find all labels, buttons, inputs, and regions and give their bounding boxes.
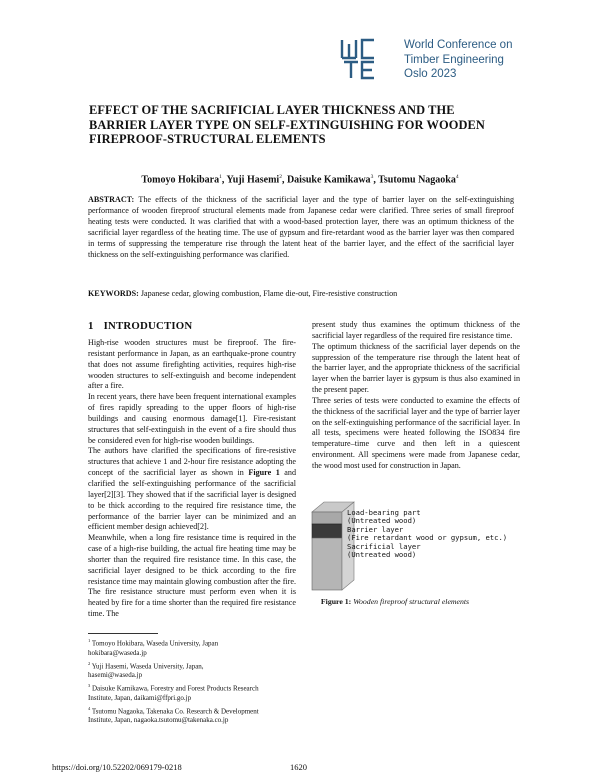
section-title: INTRODUCTION <box>103 320 193 332</box>
wcte-logo <box>340 36 410 80</box>
keywords-label: KEYWORDS: <box>88 289 139 298</box>
figure-label-text: Load-bearing part <box>347 508 421 517</box>
paragraph: In recent years, there have been frequent international examples of fires rapidly spreading to the upper floors of high-rise buildings and causing enormous damage[1]. Fire-resistant structures that self-extinguish in the event of a fire should thus be considered even for high-rise wooden buildings. <box>88 392 296 445</box>
figure-reference[interactable]: Figure 1 <box>248 468 280 478</box>
figure-caption-label: Figure 1: <box>320 597 352 606</box>
footnote-mark: 4 <box>88 705 91 711</box>
author-name: Yuji Hasemi <box>226 174 280 186</box>
conference-name <box>404 38 512 82</box>
author-name: Tomoyo Hokibara <box>141 174 220 186</box>
figure-label-text: Sacrificial layer <box>347 542 421 551</box>
figure-caption <box>0 597 600 606</box>
paper-title <box>89 103 509 147</box>
footnote <box>88 704 298 717</box>
figure-label-subtext: (Untreated wood) <box>347 550 417 559</box>
paragraph-text: and clarified the self-extinguishing performance of the sacrificial layer[2][3]. They showed that if the sacrificial layer is designed to be thick according to the required fire resistance time, the performance of the barrier layer can be minimized and an efficient member design achieved[2]. <box>88 468 296 532</box>
footnote <box>88 681 298 694</box>
author-name: Tsutomu Nagaoka <box>378 174 456 186</box>
conference-line-2: Timber Engineering <box>404 53 504 66</box>
figure-label-subtext: (Fire retardant wood or gypsum, etc.) <box>347 533 508 542</box>
abstract-label: ABSTRACT: <box>88 195 135 204</box>
figure-caption-text: Wooden fireproof structural elements <box>353 597 470 606</box>
author-mark: 4 <box>455 174 459 180</box>
author-mark: 2 <box>279 174 282 180</box>
title-line-1: EFFECT OF THE SACRIFICIAL LAYER THICKNESS AND THE <box>89 103 455 117</box>
paragraph: The optimum thickness of the sacrificial layer depends on the suppression of the temperature rise through the latent heat of the barrier layer, and the appropriate thickness of the sacrificial layer when the barrier layer is gypsum is thus also examined in the present paper. <box>312 341 520 395</box>
footnote-mark: 2 <box>88 660 91 666</box>
conference-line-3: Oslo 2023 <box>404 68 457 81</box>
abstract <box>88 195 514 260</box>
footnote-text: Yuji Hasemi, Waseda University, Japan, <box>91 661 204 670</box>
paragraph: Three series of tests were conducted to examine the effects of the thickness of the sacrificial layer and the type of barrier layer on the self-extinguishing performance of the sacrificial layer. In all tests, specimens were heated following the ISO834 fire temperature–time curve and then left in a quiescent environment. All specimens were made from Japanese cedar, the wood most used for construction in Japan. <box>312 395 520 470</box>
footnote-email[interactable]: Institute, Japan, nagaoka.tsutomu@takenaka.co.jp <box>88 716 229 725</box>
paragraph: present study thus examines the optimum thickness of the sacrificial layer regardless of the required fire resistance time. <box>312 320 520 340</box>
paragraph: Meanwhile, when a long fire resistance time is required in the case of a high-rise building, the actual fire heating time may be shorter than the required fire resistance time. In this case, the sacrificial layer designed to be thick according to the fire resistance time may maintain glowing combustion after the fire. The fire resistance structure must perform even when it is heated by fire for a time shorter than the required fire resistance time. The <box>88 533 296 619</box>
right-column <box>312 320 520 472</box>
footnote-email[interactable]: hasemi@waseda.jp <box>88 671 143 680</box>
footnote-mark: 1 <box>88 638 91 643</box>
keywords-text: Japanese cedar, glowing combustion, Flame die-out, Fire-resistive construction <box>140 289 398 298</box>
footnote-email[interactable]: hokibara@waseda.jp <box>88 648 147 657</box>
title-line-2: BARRIER LAYER TYPE ON SELF-EXTINGUISHING FOR WOODEN <box>89 117 485 132</box>
keywords <box>88 289 514 300</box>
footnote <box>88 636 298 649</box>
figure-label-text: Barrier layer <box>347 525 404 534</box>
doi-link[interactable]: https://doi.org/10.52202/069179-0218 <box>52 762 182 772</box>
left-column <box>88 338 296 620</box>
section-number: 1 <box>88 320 94 332</box>
footnote-text: Tomoyo Hokibara, Waseda University, Japan <box>91 639 219 648</box>
footnotes <box>88 636 298 726</box>
paragraph: High-rise wooden structures must be fireproof. The fire-resistant performance in Japan, as an earthquake-prone country that does not assume firefighting activities, requires high-rise wooden structures to self-extinguish and become independent after a fire. <box>88 338 296 391</box>
title-line-3: FIREPROOF-STRUCTURAL ELEMENTS <box>89 132 326 147</box>
figure-label-subtext: (Untreated wood) <box>347 516 417 525</box>
paragraph-text: The authors have clarified the specifications of fire-resistive structures that achieve 1 and 2-hour fire resistance adopting the concept of the sacrificial layer as shown in <box>88 446 296 478</box>
author-list: Tomoyo Hokibara$^1$, Yuji Hasemi$^2$, Daisuke Kamikawa$^3$, Tsutomu Nagaoka$^4$ <box>141 174 459 186</box>
section-heading <box>88 320 192 332</box>
page-number: 1620 <box>290 762 307 772</box>
footnote-mark: 3 <box>88 683 91 689</box>
footnote-email[interactable]: Institute, Japan, daikami@ffpri.go.jp <box>88 693 192 702</box>
footnote-text: Tsutomu Nagaoka, Takenaka Co. Research & Development <box>91 706 259 715</box>
figure-label-load <box>347 509 421 525</box>
paragraph <box>88 446 296 533</box>
footnote-divider <box>88 633 158 634</box>
footnote-text: Daisuke Kamikawa, Forestry and Forest Products Research <box>92 684 259 693</box>
figure-label-sacrificial <box>347 543 421 559</box>
figure-label-barrier <box>347 526 507 542</box>
abstract-text: The effects of the thickness of the sacrificial layer and the type of barrier layer on the self-extinguishing performance of wooden fireproof structural elements made from Japanese cedar were clarified. Three series of small fireproof heating tests were conducted. It was clarified that with a wood-based protection layer, there was an optimum thickness of the sacrificial layer regardless of the heating time. The use of gypsum and fire-retardant wood as the barrier layer was then compared in terms of suppressing the temperature rise through the latent heat of the barrier layer, and the effect of the sacrificial layer thickness on the self-extinguishing performance was clarified. <box>88 195 514 259</box>
author-mark: 1 <box>219 174 222 180</box>
footnote <box>88 659 298 672</box>
author-name: Daisuke Kamikawa <box>286 174 371 186</box>
conference-line-1: World Conference on <box>404 39 513 51</box>
author-mark: 3 <box>370 174 374 180</box>
